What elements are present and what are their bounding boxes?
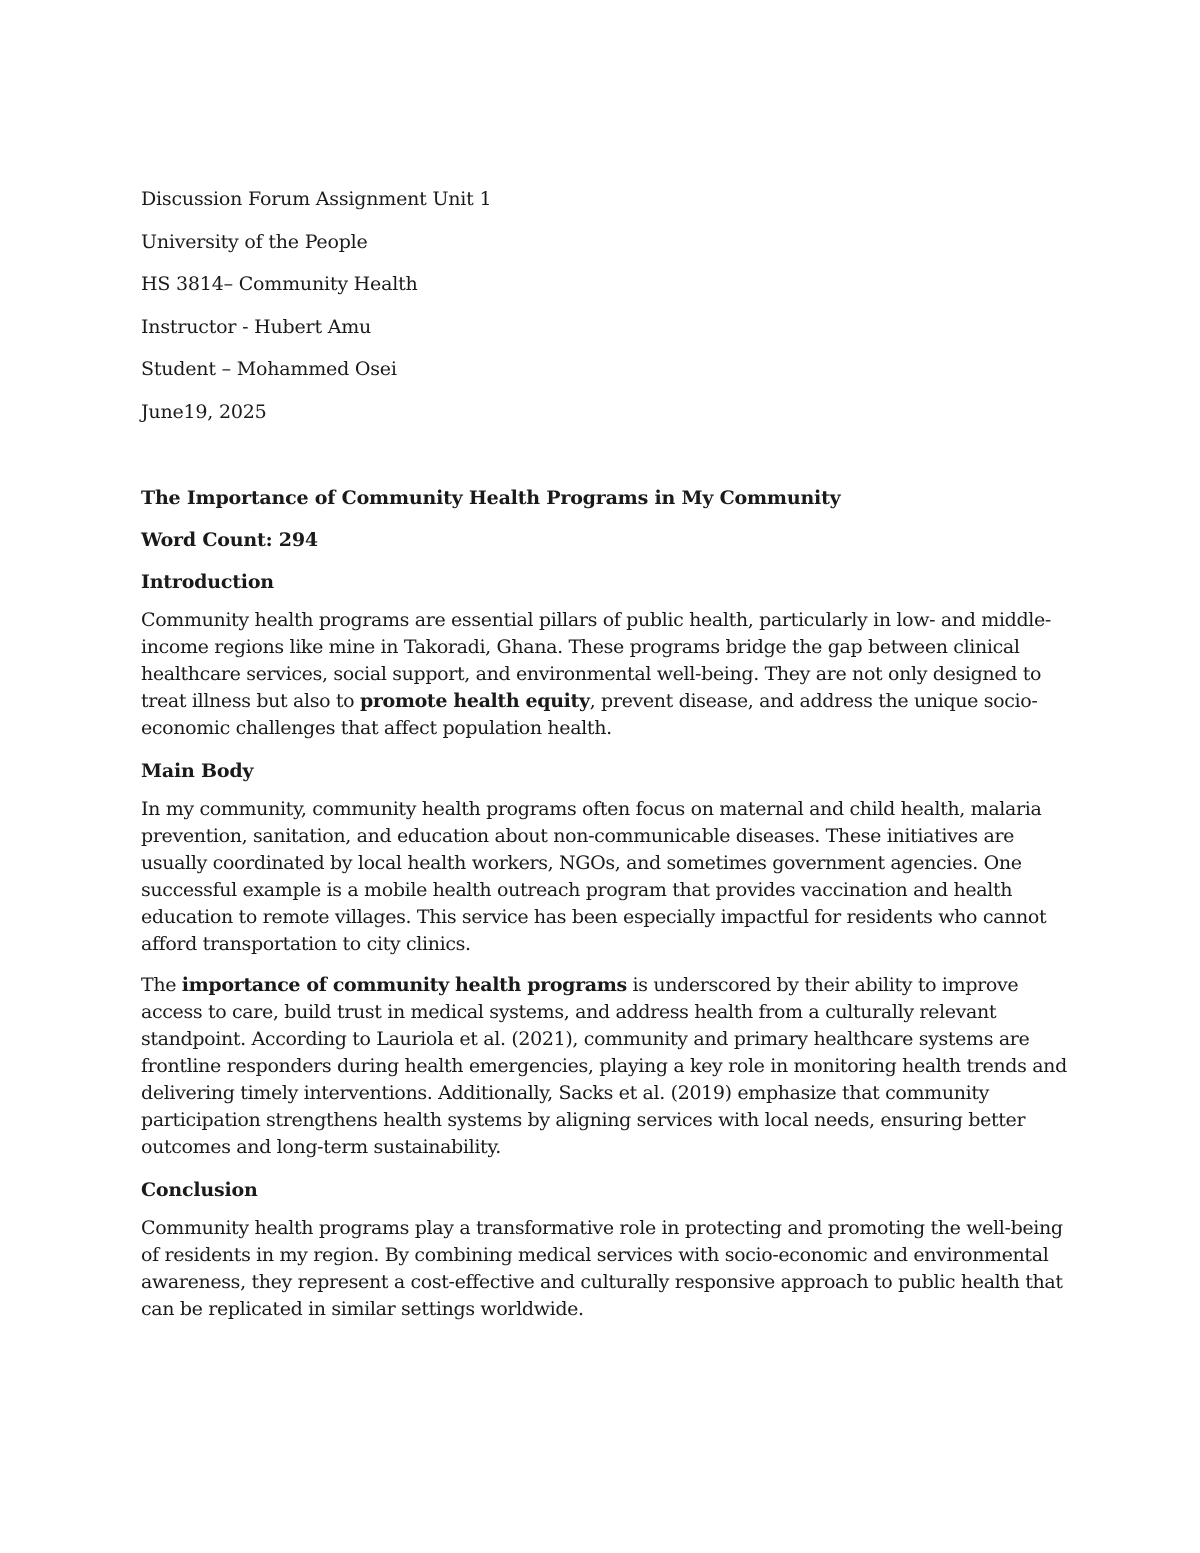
- introduction-text-end: , prevent disease, and address the unique socio-economic challenges that affect population health.: [141, 689, 1038, 739]
- course-name: HS 3814– Community Health: [141, 273, 418, 296]
- introduction-paragraph: [141, 607, 1071, 742]
- university-name: University of the People: [141, 230, 368, 253]
- document-page: [141, 184, 1071, 1337]
- student-name: Student – Mohammed Osei: [141, 358, 397, 381]
- conclusion-paragraph: Community health programs play a transformative role in protecting and promoting the well-being of residents in my region. By combining medical services with socio-economic and environmental awareness, they represent a cost-effective and culturally responsive approach to public health that can be replicated in similar settings worldwide.: [141, 1216, 1063, 1320]
- main-body-p2-start: The: [141, 973, 182, 996]
- conclusion-heading: Conclusion: [141, 1178, 258, 1201]
- main-body-paragraph-2: [141, 972, 1071, 1161]
- main-body-paragraph-1: In my community, community health programs often focus on maternal and child health, malaria prevention, sanitation, and education about non-communicable diseases. These initiatives are usually coordinated by local health workers, NGOs, and sometimes government agencies. One successful example is a mobile health outreach program that provides vaccination and health education to remote villages. This service has been especially impactful for residents who cannot afford transportation to city clinics.: [141, 797, 1047, 955]
- main-body-p2-end: is underscored by their ability to improve access to care, build trust in medical systems, and address health from a culturally relevant standpoint. According to Lauriola et al. (2021), community and primary healthcare systems are frontline responders during health emergencies, playing a key role in monitoring health trends and delivering timely interventions. Additionally, Sacks et al. (2019) emphasize that community participation strengthens health systems by aligning services with local needs, ensuring better outcomes and long-term sustainability.: [141, 973, 1067, 1158]
- essay-title: The Importance of Community Health Programs in My Community: [141, 486, 841, 509]
- main-body-p2-bold-phrase: importance of community health programs: [181, 973, 627, 996]
- submission-date: June19, 2025: [141, 400, 267, 423]
- main-body-heading: Main Body: [141, 759, 254, 782]
- word-count: Word Count: 294: [141, 528, 318, 551]
- introduction-bold-phrase: promote health equity: [359, 689, 590, 712]
- introduction-text-start: Community health programs are essential pillars of public health, particularly in low- and middle-income regions like mine in Takoradi, Ghana. These programs bridge the gap between clinical healthcare services, social support, and environmental well-being. They are not only designed to treat illness but also to: [141, 608, 1051, 712]
- instructor-name: Instructor - Hubert Amu: [141, 315, 372, 338]
- introduction-heading: Introduction: [141, 570, 274, 593]
- assignment-title: Discussion Forum Assignment Unit 1: [141, 188, 492, 210]
